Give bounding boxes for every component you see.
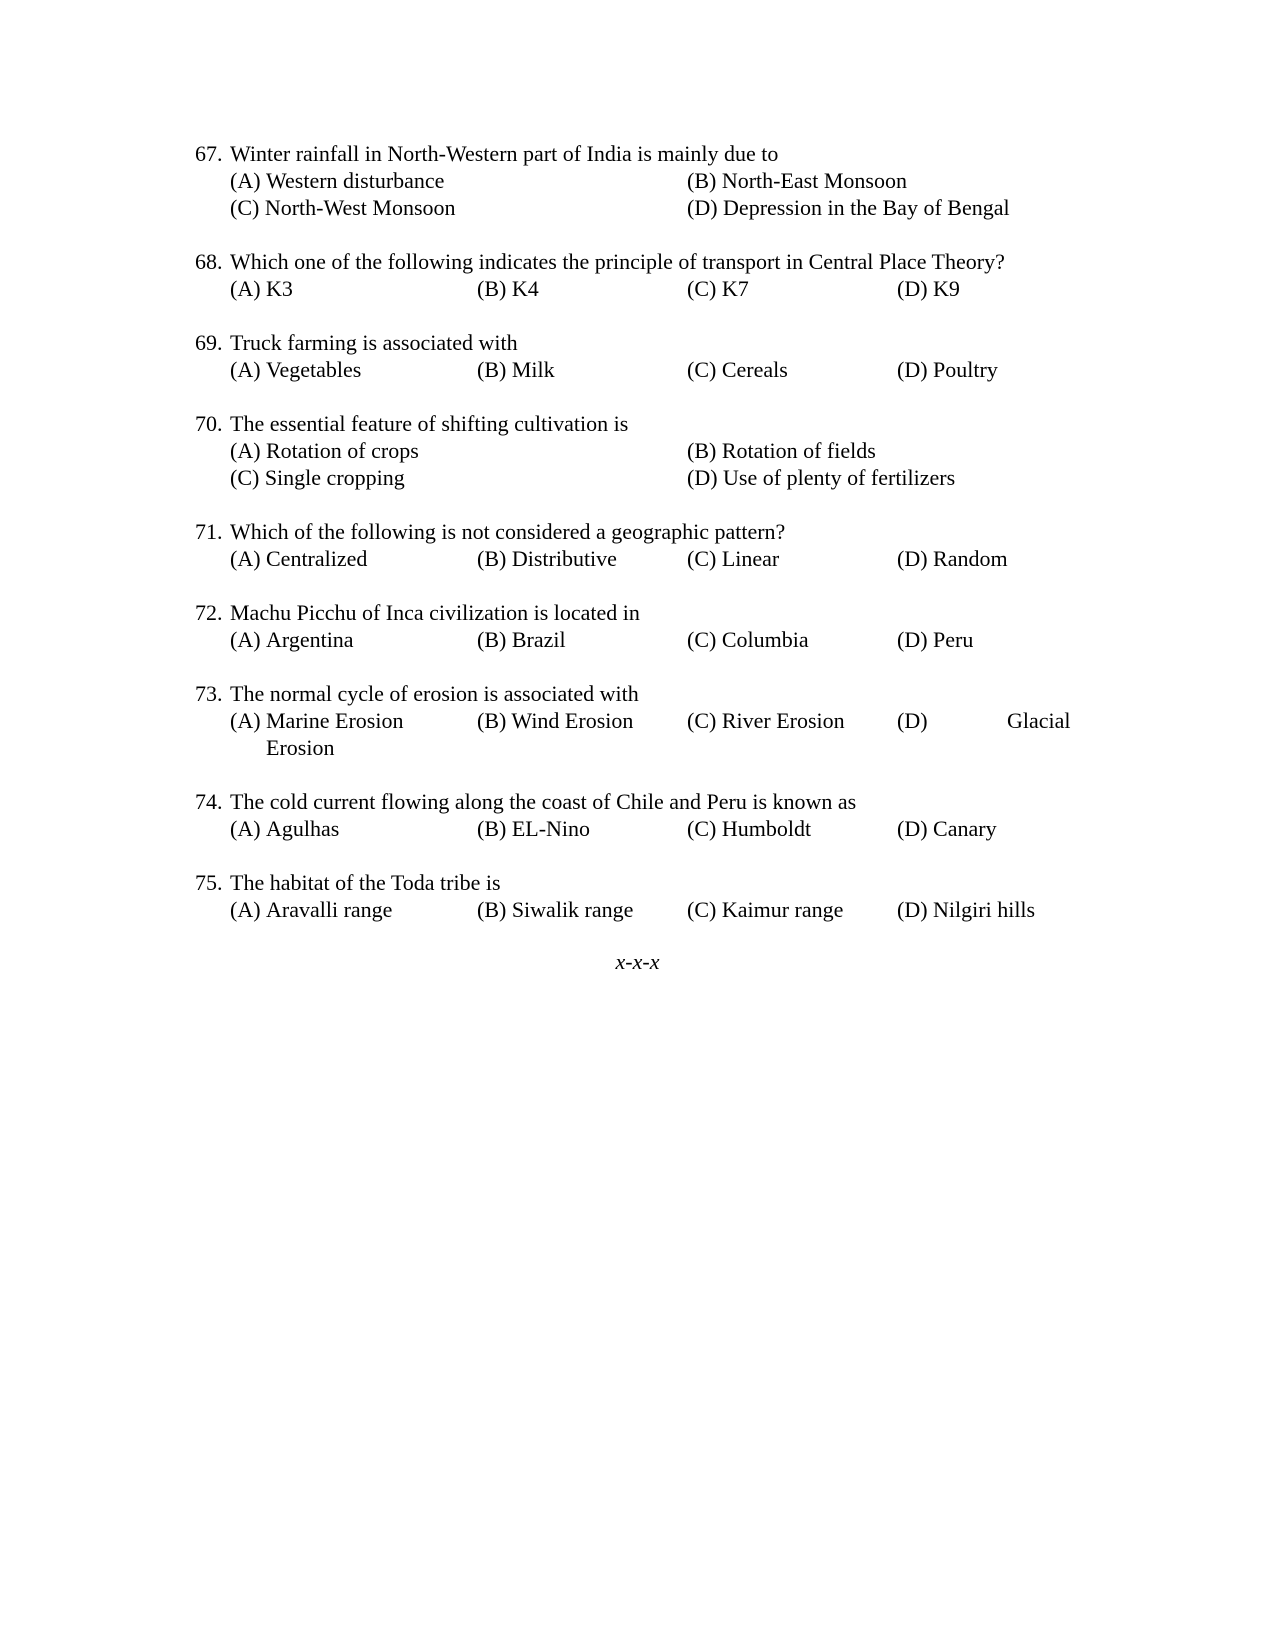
option-d: (D) xyxy=(897,708,928,733)
question-number: 69. xyxy=(195,330,223,355)
option-label: (A) xyxy=(230,708,261,733)
question-stem xyxy=(195,329,1095,356)
option-b: (B) Siwalik range xyxy=(477,897,634,922)
option-label: (A) xyxy=(230,897,261,922)
option-a-text: Rotation of crops xyxy=(266,438,419,463)
option-b: (B) Rotation of fields xyxy=(687,438,876,463)
option-d: (D) Canary xyxy=(897,816,997,841)
question-stem xyxy=(195,518,1095,545)
option-label: (A) xyxy=(230,546,261,571)
question-stem xyxy=(195,140,1095,167)
option-b: (B) North-East Monsoon xyxy=(687,168,907,193)
end-of-paper-mark: x-x-x xyxy=(615,949,660,974)
question-68 xyxy=(195,248,1095,302)
option-a xyxy=(230,815,339,842)
option-label: (A) xyxy=(230,168,261,193)
question-number: 72. xyxy=(195,600,223,625)
option-d-continuation: Erosion xyxy=(266,735,335,760)
option-a-text: Aravalli range xyxy=(266,897,393,922)
option-c: (C) Columbia xyxy=(687,627,809,652)
question-number: 74. xyxy=(195,789,223,814)
option-a-text: Centralized xyxy=(266,546,368,571)
option-a xyxy=(230,356,361,383)
option-a xyxy=(230,707,403,734)
question-list xyxy=(195,140,1095,950)
question-69 xyxy=(195,329,1095,383)
option-row xyxy=(195,167,1095,194)
option-a-text: Western disturbance xyxy=(266,168,445,193)
question-text: The essential feature of shifting cultivation is xyxy=(230,411,629,436)
option-label: (A) xyxy=(230,816,261,841)
option-d: (D) Random xyxy=(897,546,1008,571)
option-c: (C) Cereals xyxy=(687,357,788,382)
option-a xyxy=(230,167,444,194)
question-stem xyxy=(195,869,1095,896)
option-c: (C) Linear xyxy=(687,546,780,571)
option-label: (A) xyxy=(230,627,261,652)
option-row xyxy=(195,734,1095,761)
option-b: (B) K4 xyxy=(477,276,539,301)
option-d: (D) Peru xyxy=(897,627,974,652)
question-text: The normal cycle of erosion is associated with xyxy=(230,681,639,706)
option-b: (B) Wind Erosion xyxy=(477,708,634,733)
option-row xyxy=(195,194,1095,221)
option-row xyxy=(195,896,1095,923)
option-b: (B) Distributive xyxy=(477,546,617,571)
option-d: (D) Nilgiri hills xyxy=(897,897,1036,922)
option-row xyxy=(195,356,1095,383)
question-text: The cold current flowing along the coast of Chile and Peru is known as xyxy=(230,789,857,814)
option-a xyxy=(230,626,354,653)
option-d: (D) Use of plenty of fertilizers xyxy=(687,465,956,490)
question-stem xyxy=(195,599,1095,626)
question-75 xyxy=(195,869,1095,923)
option-d: (D) K9 xyxy=(897,276,960,301)
option-c: (C) Single cropping xyxy=(230,465,405,490)
option-a xyxy=(230,896,392,923)
question-74 xyxy=(195,788,1095,842)
option-row xyxy=(195,707,1095,734)
question-71 xyxy=(195,518,1095,572)
option-a-text: Vegetables xyxy=(266,357,362,382)
option-a-text: Agulhas xyxy=(266,816,340,841)
option-d-text: Glacial xyxy=(1007,708,1071,733)
option-a-text: Argentina xyxy=(266,627,354,652)
option-a xyxy=(230,275,293,302)
question-text: Truck farming is associated with xyxy=(230,330,518,355)
option-row xyxy=(195,464,1095,491)
question-text: Winter rainfall in North-Western part of India is mainly due to xyxy=(230,141,779,166)
question-stem xyxy=(195,248,1095,275)
question-number: 71. xyxy=(195,519,223,544)
option-a-text: K3 xyxy=(266,276,293,301)
option-row xyxy=(195,275,1095,302)
question-stem xyxy=(195,410,1095,437)
question-number: 73. xyxy=(195,681,223,706)
question-text: Which of the following is not considered a geographic pattern? xyxy=(230,519,786,544)
option-c: (C) K7 xyxy=(687,276,749,301)
question-number: 67. xyxy=(195,141,223,166)
question-number: 70. xyxy=(195,411,223,436)
question-text: Machu Picchu of Inca civilization is located in xyxy=(230,600,640,625)
option-c: (C) North-West Monsoon xyxy=(230,195,456,220)
option-label: (A) xyxy=(230,357,261,382)
option-label: (A) xyxy=(230,276,261,301)
option-a xyxy=(230,545,367,572)
question-text: The habitat of the Toda tribe is xyxy=(230,870,501,895)
question-70 xyxy=(195,410,1095,491)
option-row xyxy=(195,626,1095,653)
question-73 xyxy=(195,680,1095,761)
option-row xyxy=(195,437,1095,464)
option-d: (D) Depression in the Bay of Bengal xyxy=(687,195,1010,220)
question-number: 75. xyxy=(195,870,223,895)
option-a-text: Marine Erosion xyxy=(266,708,404,733)
question-72 xyxy=(195,599,1095,653)
question-stem xyxy=(195,788,1095,815)
option-b: (B) EL-Nino xyxy=(477,816,591,841)
option-c: (C) Kaimur range xyxy=(687,897,844,922)
option-label: (A) xyxy=(230,438,261,463)
question-text: Which one of the following indicates the principle of transport in Central Place Theory? xyxy=(230,249,1005,274)
option-d: (D) Poultry xyxy=(897,357,998,382)
option-c: (C) Humboldt xyxy=(687,816,812,841)
question-67 xyxy=(195,140,1095,221)
option-row xyxy=(195,545,1095,572)
option-a xyxy=(230,437,419,464)
option-b: (B) Milk xyxy=(477,357,555,382)
option-row xyxy=(195,815,1095,842)
question-number: 68. xyxy=(195,249,223,274)
option-c: (C) River Erosion xyxy=(687,708,845,733)
option-b: (B) Brazil xyxy=(477,627,566,652)
question-stem xyxy=(195,680,1095,707)
